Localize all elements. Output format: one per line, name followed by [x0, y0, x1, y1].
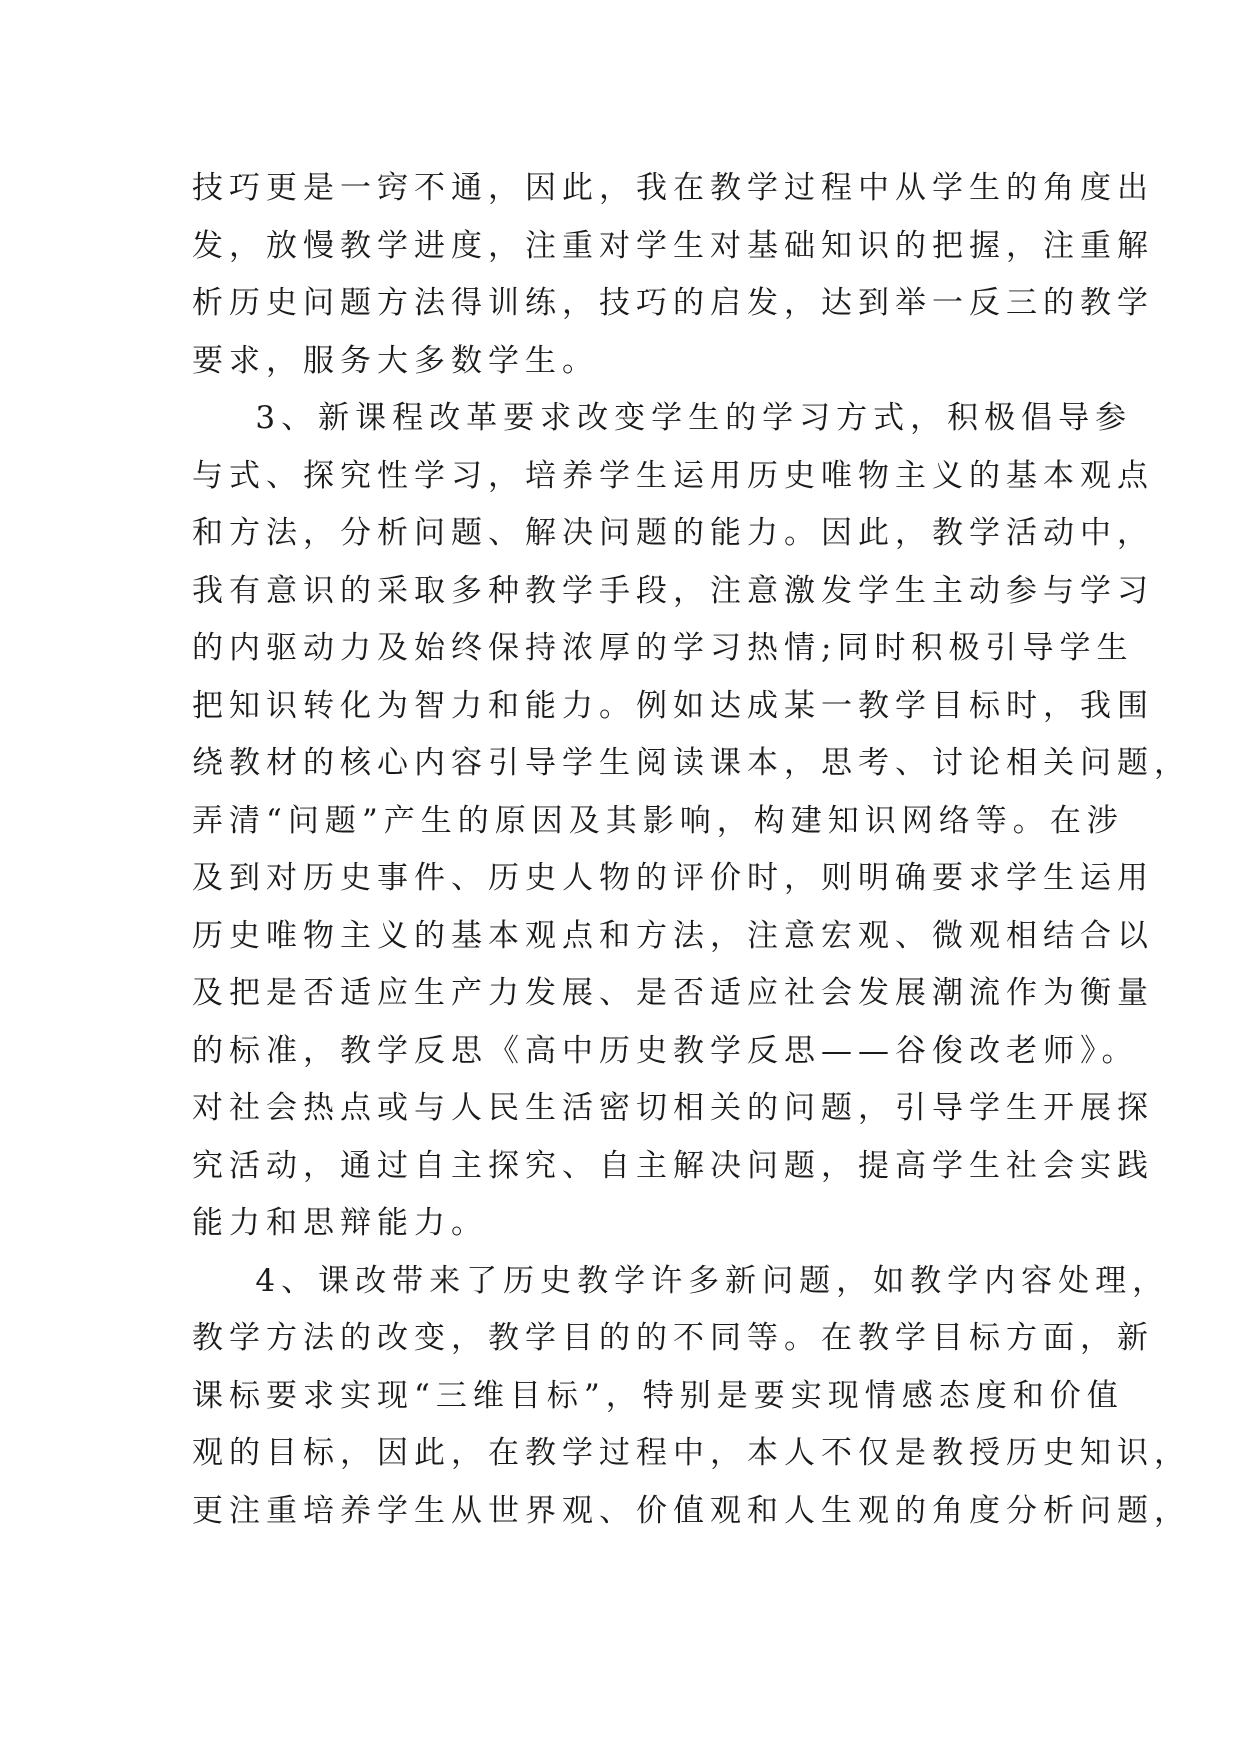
text-line: 析历史问题方法得训练，技巧的启发，达到举一反三的教学 [192, 285, 1154, 321]
body-text [192, 160, 1191, 1540]
text-line: 弄清“问题”产生的原因及其影响，构建知识网络等。在涉 [192, 802, 1124, 839]
text-line: 我有意识的采取多种教学手段，注意激发学生主动参与学习 [192, 572, 1154, 609]
text-line: 课标要求实现“三维目标”，特别是要实现情感态度和价值 [192, 1377, 1124, 1414]
text-line: 与式、探究性学习，培养学生运用历史唯物主义的基本观点 [192, 457, 1154, 494]
text-line: 和方法，分析问题、解决问题的能力。因此，教学活动中， [192, 515, 1154, 551]
text-line: 教学方法的改变，教学目的的不同等。在教学目标方面，新 [192, 1320, 1154, 1356]
text-line: 绕教材的核心内容引导学生阅读课本，思考、讨论相关问题， [192, 745, 1191, 781]
text-line: 历史唯物主义的基本观点和方法，注意宏观、微观相结合以 [192, 917, 1154, 954]
text-line: 更注重培养学生从世界观、价值观和人生观的角度分析问题， [192, 1492, 1191, 1529]
text-line: 及到对历史事件、历史人物的评价时，则明确要求学生运用 [192, 860, 1154, 896]
text-line: 发，放慢教学进度，注重对学生对基础知识的把握，注重解 [192, 227, 1154, 264]
text-line: 观的目标，因此，在教学过程中，本人不仅是教授历史知识， [192, 1435, 1191, 1471]
text-line: 及把是否适应生产力发展、是否适应社会发展潮流作为衡量 [192, 975, 1154, 1011]
text-line: 技巧更是一窍不通，因此，我在教学过程中从学生的角度出 [192, 170, 1154, 206]
text-line: 3、新课程改革要求改变学生的学习方式，积极倡导参 [192, 400, 1133, 436]
text-line: 究活动，通过自主探究、自主解决问题，提高学生社会实践 [192, 1147, 1154, 1184]
text-line: 要求，服务大多数学生。 [192, 342, 599, 379]
text-line: 的标准，教学反思《高中历史教学反思——谷俊改老师》。 [192, 1032, 1139, 1069]
text-line: 能力和思辩能力。 [192, 1205, 488, 1241]
text-line: 对社会热点或与人民生活密切相关的问题，引导学生开展探 [192, 1090, 1154, 1126]
text-line: 把知识转化为智力和能力。例如达成某一教学目标时，我围 [192, 687, 1154, 724]
text-line: 的内驱动力及始终保持浓厚的学习热情;同时积极引导学生 [192, 630, 1134, 666]
text-line: 4、课改带来了历史教学许多新问题，如教学内容处理， [192, 1262, 1170, 1299]
